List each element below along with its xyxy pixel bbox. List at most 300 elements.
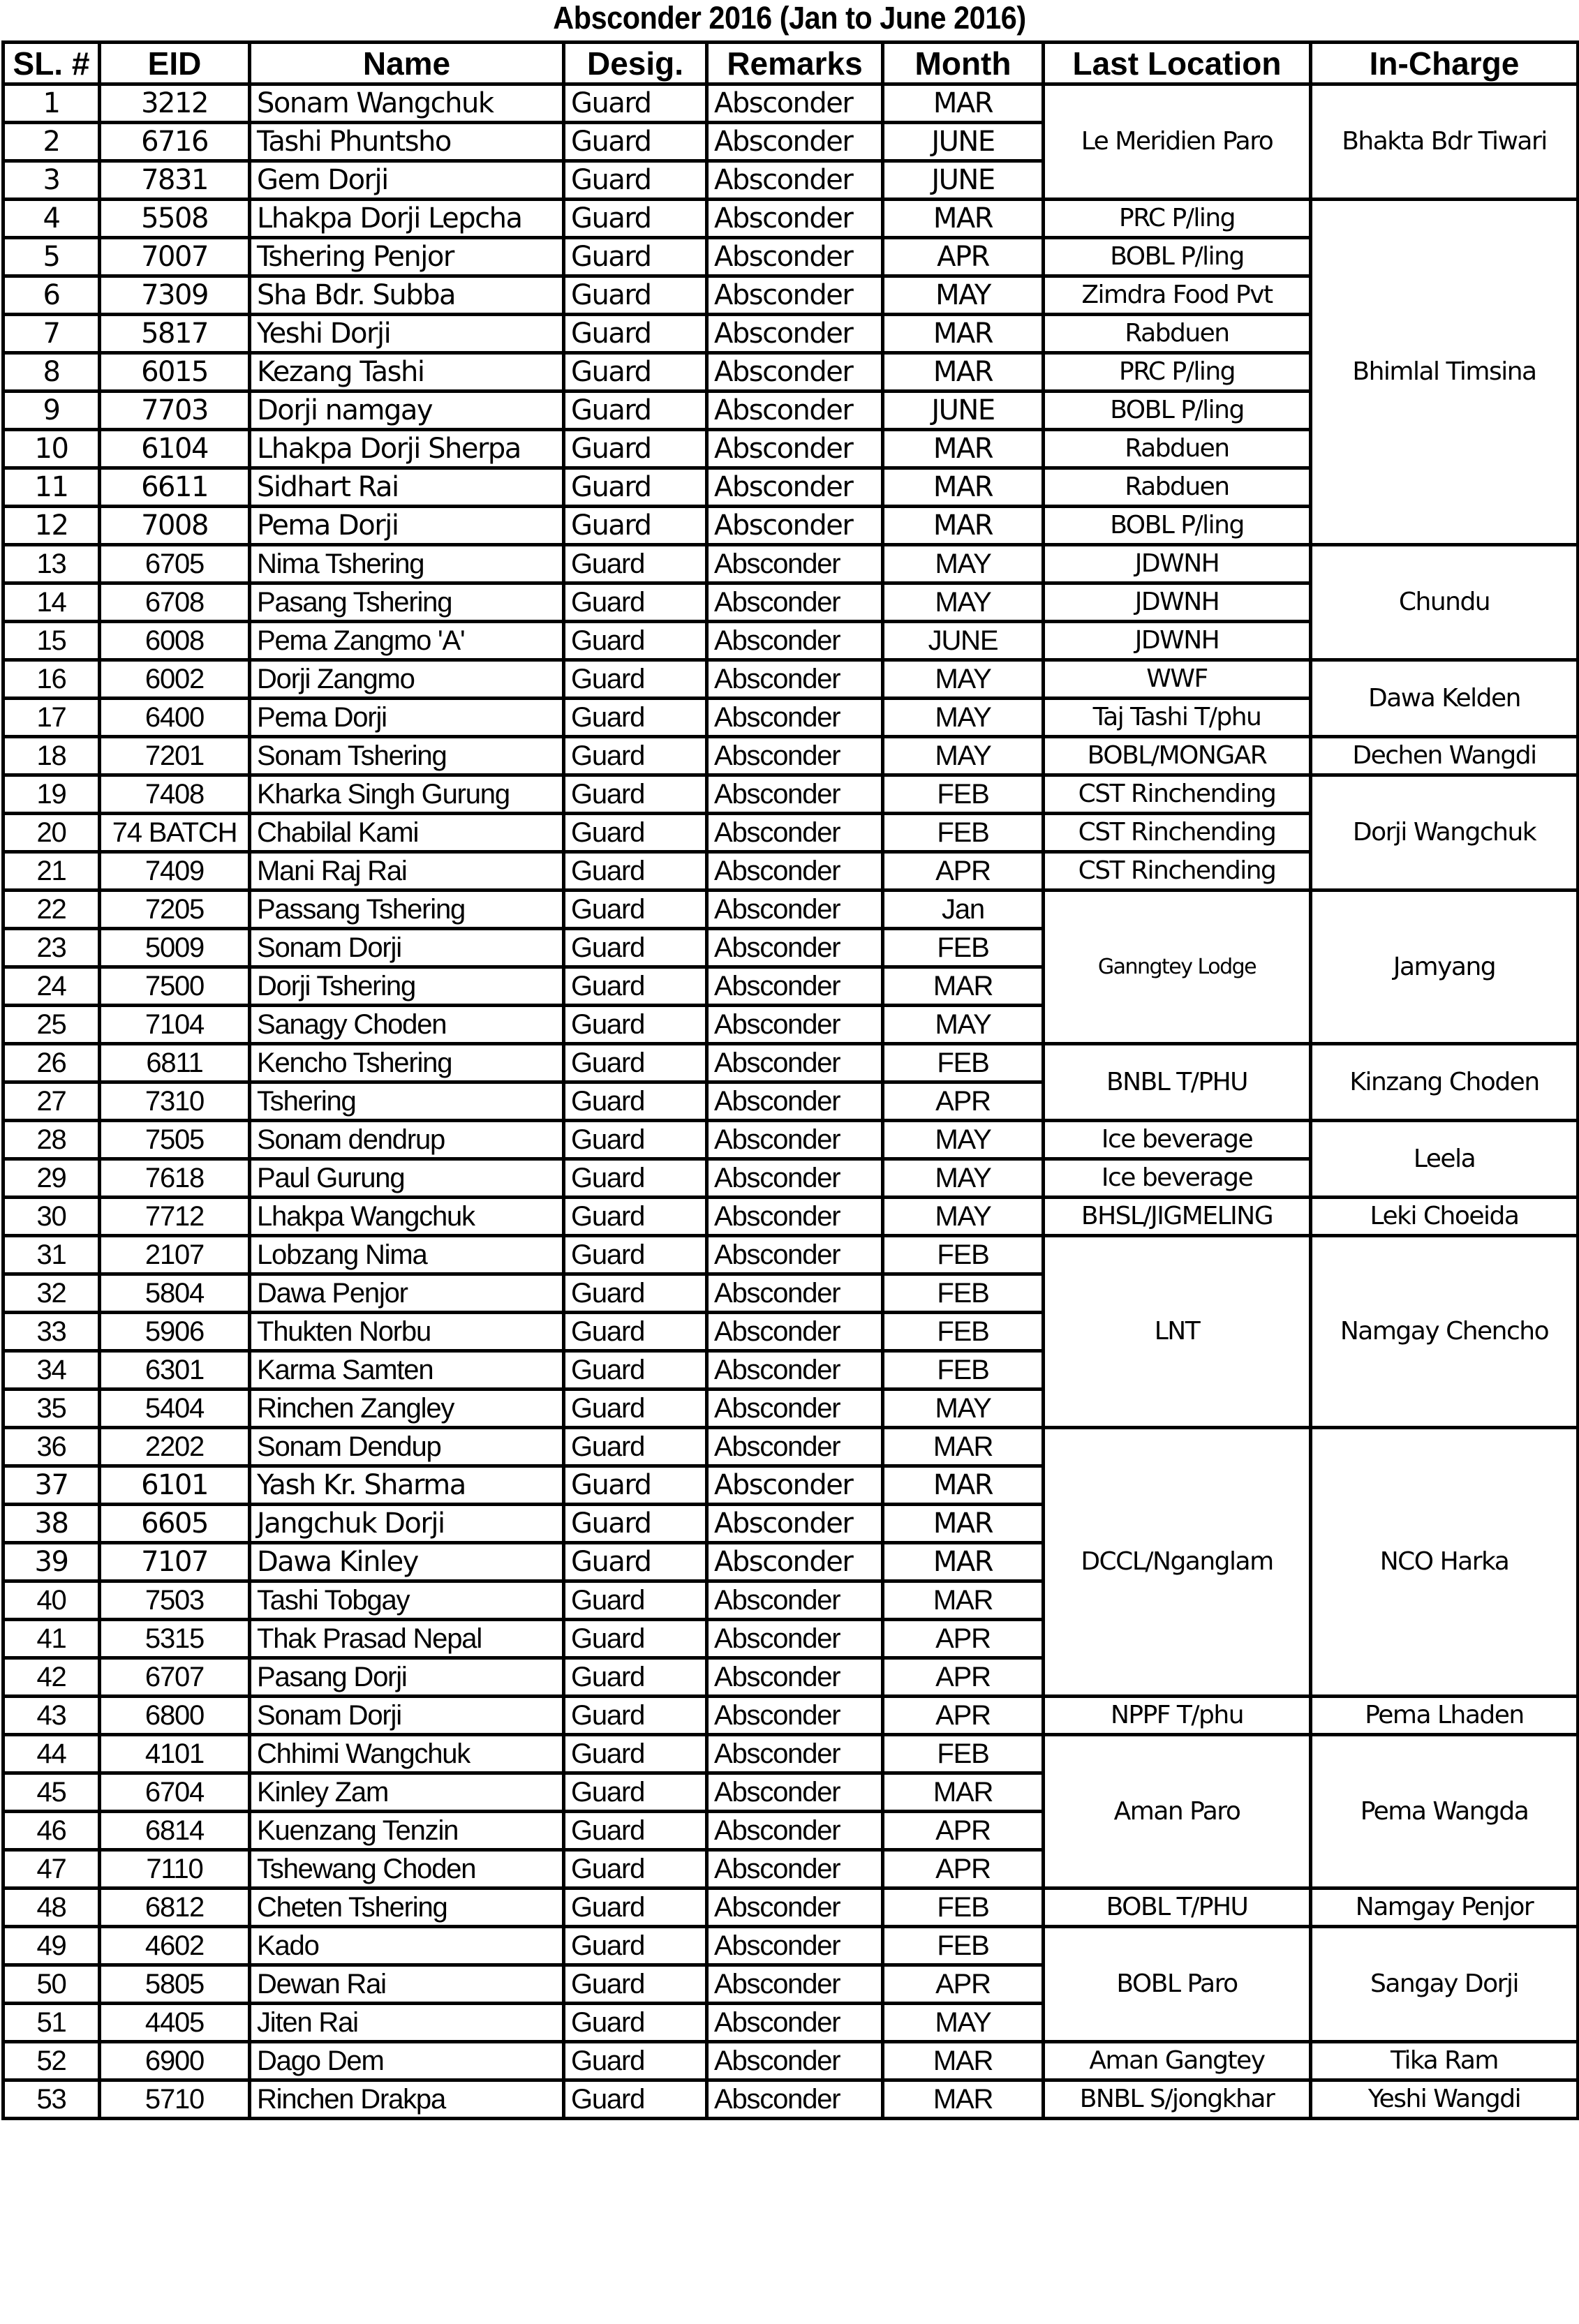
cell-remarks[interactable]: Absconder (707, 1236, 883, 1274)
cell-month[interactable]: MAY (883, 583, 1044, 622)
cell-month[interactable]: MAR (883, 1505, 1044, 1543)
cell-month[interactable]: APR (883, 1697, 1044, 1735)
cell-sl[interactable]: 23 (3, 929, 100, 967)
cell-last-location[interactable]: DCCL/Nganglam (1044, 1428, 1311, 1697)
cell-month[interactable]: MAY (883, 276, 1044, 315)
cell-remarks[interactable]: Absconder (707, 276, 883, 315)
cell-name[interactable]: Rinchen Drakpa (250, 2080, 564, 2119)
cell-month[interactable]: MAY (883, 699, 1044, 737)
cell-name[interactable]: Dewan Rai (250, 1965, 564, 2004)
cell-month[interactable]: MAY (883, 1390, 1044, 1428)
cell-last-location[interactable]: Le Meridien Paro (1044, 84, 1311, 200)
cell-month[interactable]: FEB (883, 775, 1044, 814)
cell-eid[interactable]: 6611 (100, 468, 250, 507)
cell-name[interactable]: Tshering (250, 1082, 564, 1121)
cell-remarks[interactable]: Absconder (707, 392, 883, 430)
cell-name[interactable]: Lobzang Nima (250, 1236, 564, 1274)
cell-in-charge[interactable]: Namgay Penjor (1311, 1889, 1578, 1927)
cell-eid[interactable]: 6900 (100, 2042, 250, 2080)
cell-in-charge[interactable]: Dechen Wangdi (1311, 737, 1578, 775)
header-eid[interactable]: EID (100, 43, 250, 84)
cell-remarks[interactable]: Absconder (707, 1697, 883, 1735)
cell-desig[interactable]: Guard (564, 1735, 707, 1773)
cell-eid[interactable]: 7008 (100, 507, 250, 545)
cell-month[interactable]: JUNE (883, 392, 1044, 430)
cell-eid[interactable]: 7500 (100, 967, 250, 1006)
cell-month[interactable]: JUNE (883, 161, 1044, 200)
cell-last-location[interactable]: BOBL/MONGAR (1044, 737, 1311, 775)
cell-desig[interactable]: Guard (564, 814, 707, 852)
cell-name[interactable]: Tshering Penjor (250, 238, 564, 276)
cell-desig[interactable]: Guard (564, 699, 707, 737)
cell-eid[interactable]: 6002 (100, 660, 250, 699)
cell-remarks[interactable]: Absconder (707, 1812, 883, 1850)
cell-eid[interactable]: 6008 (100, 622, 250, 660)
cell-month[interactable]: FEB (883, 1889, 1044, 1927)
cell-name[interactable]: Kinley Zam (250, 1773, 564, 1812)
cell-desig[interactable]: Guard (564, 1773, 707, 1812)
cell-in-charge[interactable]: Dorji Wangchuk (1311, 775, 1578, 891)
cell-name[interactable]: Paul Gurung (250, 1159, 564, 1198)
cell-sl[interactable]: 48 (3, 1889, 100, 1927)
cell-sl[interactable]: 50 (3, 1965, 100, 2004)
cell-desig[interactable]: Guard (564, 1965, 707, 2004)
cell-remarks[interactable]: Absconder (707, 775, 883, 814)
cell-remarks[interactable]: Absconder (707, 1581, 883, 1620)
cell-last-location[interactable]: BOBL P/ling (1044, 507, 1311, 545)
cell-eid[interactable]: 6716 (100, 123, 250, 161)
cell-name[interactable]: Sonam Dorji (250, 929, 564, 967)
cell-month[interactable]: APR (883, 1658, 1044, 1697)
cell-month[interactable]: APR (883, 1812, 1044, 1850)
cell-sl[interactable]: 28 (3, 1121, 100, 1159)
cell-month[interactable]: MAR (883, 1773, 1044, 1812)
cell-month[interactable]: FEB (883, 1274, 1044, 1313)
cell-in-charge[interactable]: Kinzang Choden (1311, 1044, 1578, 1121)
cell-last-location[interactable]: Rabduen (1044, 315, 1311, 353)
cell-eid[interactable]: 5805 (100, 1965, 250, 2004)
cell-sl[interactable]: 20 (3, 814, 100, 852)
cell-remarks[interactable]: Absconder (707, 1543, 883, 1581)
cell-in-charge[interactable]: Namgay Chencho (1311, 1236, 1578, 1428)
cell-month[interactable]: MAR (883, 84, 1044, 123)
cell-desig[interactable]: Guard (564, 200, 707, 238)
cell-name[interactable]: Kencho Tshering (250, 1044, 564, 1082)
cell-eid[interactable]: 7007 (100, 238, 250, 276)
cell-name[interactable]: Kado (250, 1927, 564, 1965)
cell-sl[interactable]: 3 (3, 161, 100, 200)
cell-desig[interactable]: Guard (564, 430, 707, 468)
cell-month[interactable]: MAY (883, 1198, 1044, 1236)
cell-eid[interactable]: 7831 (100, 161, 250, 200)
cell-desig[interactable]: Guard (564, 545, 707, 583)
cell-desig[interactable]: Guard (564, 507, 707, 545)
cell-eid[interactable]: 7618 (100, 1159, 250, 1198)
cell-eid[interactable]: 5817 (100, 315, 250, 353)
cell-name[interactable]: Jangchuk Dorji (250, 1505, 564, 1543)
cell-name[interactable]: Sonam Tshering (250, 737, 564, 775)
cell-name[interactable]: Cheten Tshering (250, 1889, 564, 1927)
cell-remarks[interactable]: Absconder (707, 1850, 883, 1889)
cell-month[interactable]: MAY (883, 1006, 1044, 1044)
cell-sl[interactable]: 15 (3, 622, 100, 660)
cell-remarks[interactable]: Absconder (707, 967, 883, 1006)
cell-eid[interactable]: 7409 (100, 852, 250, 891)
cell-desig[interactable]: Guard (564, 238, 707, 276)
cell-eid[interactable]: 5009 (100, 929, 250, 967)
cell-month[interactable]: APR (883, 1620, 1044, 1658)
cell-month[interactable]: FEB (883, 814, 1044, 852)
cell-sl[interactable]: 1 (3, 84, 100, 123)
cell-eid[interactable]: 6104 (100, 430, 250, 468)
cell-last-location[interactable]: Zimdra Food Pvt (1044, 276, 1311, 315)
cell-sl[interactable]: 12 (3, 507, 100, 545)
cell-name[interactable]: Karma Samten (250, 1351, 564, 1390)
cell-sl[interactable]: 36 (3, 1428, 100, 1466)
cell-desig[interactable]: Guard (564, 1812, 707, 1850)
cell-name[interactable]: Kuenzang Tenzin (250, 1812, 564, 1850)
cell-desig[interactable]: Guard (564, 1658, 707, 1697)
cell-desig[interactable]: Guard (564, 392, 707, 430)
cell-desig[interactable]: Guard (564, 2080, 707, 2119)
cell-in-charge[interactable]: Bhimlal Timsina (1311, 200, 1578, 545)
cell-name[interactable]: Yash Kr. Sharma (250, 1466, 564, 1505)
cell-last-location[interactable]: CST Rinchending (1044, 775, 1311, 814)
cell-desig[interactable]: Guard (564, 1044, 707, 1082)
cell-desig[interactable]: Guard (564, 1121, 707, 1159)
cell-name[interactable]: Sonam Dendup (250, 1428, 564, 1466)
cell-remarks[interactable]: Absconder (707, 699, 883, 737)
cell-desig[interactable]: Guard (564, 123, 707, 161)
cell-eid[interactable]: 6101 (100, 1466, 250, 1505)
cell-name[interactable]: Chabilal Kami (250, 814, 564, 852)
cell-month[interactable]: MAR (883, 1428, 1044, 1466)
cell-last-location[interactable]: BNBL T/PHU (1044, 1044, 1311, 1121)
cell-name[interactable]: Sonam Wangchuk (250, 84, 564, 123)
cell-sl[interactable]: 53 (3, 2080, 100, 2119)
header-remarks[interactable]: Remarks (707, 43, 883, 84)
cell-desig[interactable]: Guard (564, 1159, 707, 1198)
cell-in-charge[interactable]: Pema Lhaden (1311, 1697, 1578, 1735)
cell-sl[interactable]: 22 (3, 891, 100, 929)
cell-last-location[interactable]: CST Rinchending (1044, 852, 1311, 891)
cell-last-location[interactable]: WWF (1044, 660, 1311, 699)
cell-remarks[interactable]: Absconder (707, 737, 883, 775)
cell-last-location[interactable]: Rabduen (1044, 430, 1311, 468)
cell-remarks[interactable]: Absconder (707, 123, 883, 161)
cell-remarks[interactable]: Absconder (707, 1198, 883, 1236)
cell-in-charge[interactable]: Chundu (1311, 545, 1578, 660)
cell-remarks[interactable]: Absconder (707, 1006, 883, 1044)
cell-name[interactable]: Dago Dem (250, 2042, 564, 2080)
cell-eid[interactable]: 6301 (100, 1351, 250, 1390)
cell-last-location[interactable]: CST Rinchending (1044, 814, 1311, 852)
cell-sl[interactable]: 10 (3, 430, 100, 468)
cell-sl[interactable]: 38 (3, 1505, 100, 1543)
cell-remarks[interactable]: Absconder (707, 1658, 883, 1697)
cell-desig[interactable]: Guard (564, 315, 707, 353)
cell-eid[interactable]: 4405 (100, 2004, 250, 2042)
cell-eid[interactable]: 3212 (100, 84, 250, 123)
cell-last-location[interactable]: JDWNH (1044, 545, 1311, 583)
cell-desig[interactable]: Guard (564, 622, 707, 660)
cell-last-location[interactable]: JDWNH (1044, 622, 1311, 660)
cell-name[interactable]: Jiten Rai (250, 2004, 564, 2042)
cell-month[interactable]: MAR (883, 200, 1044, 238)
cell-eid[interactable]: 6605 (100, 1505, 250, 1543)
cell-desig[interactable]: Guard (564, 967, 707, 1006)
cell-sl[interactable]: 33 (3, 1313, 100, 1351)
cell-remarks[interactable]: Absconder (707, 1082, 883, 1121)
cell-last-location[interactable]: LNT (1044, 1236, 1311, 1428)
cell-eid[interactable]: 5710 (100, 2080, 250, 2119)
cell-month[interactable]: MAR (883, 468, 1044, 507)
cell-month[interactable]: MAY (883, 660, 1044, 699)
cell-remarks[interactable]: Absconder (707, 238, 883, 276)
cell-eid[interactable]: 7104 (100, 1006, 250, 1044)
cell-remarks[interactable]: Absconder (707, 1889, 883, 1927)
cell-name[interactable]: Sonam dendrup (250, 1121, 564, 1159)
cell-month[interactable]: MAR (883, 507, 1044, 545)
cell-desig[interactable]: Guard (564, 775, 707, 814)
cell-name[interactable]: Tashi Phuntsho (250, 123, 564, 161)
cell-last-location[interactable]: JDWNH (1044, 583, 1311, 622)
cell-eid[interactable]: 74 BATCH (100, 814, 250, 852)
cell-in-charge[interactable]: Dawa Kelden (1311, 660, 1578, 737)
cell-sl[interactable]: 29 (3, 1159, 100, 1198)
cell-month[interactable]: MAY (883, 1159, 1044, 1198)
cell-month[interactable]: FEB (883, 1735, 1044, 1773)
cell-sl[interactable]: 25 (3, 1006, 100, 1044)
cell-month[interactable]: MAR (883, 1581, 1044, 1620)
cell-name[interactable]: Chhimi Wangchuk (250, 1735, 564, 1773)
cell-last-location[interactable]: Aman Gangtey (1044, 2042, 1311, 2080)
cell-eid[interactable]: 6705 (100, 545, 250, 583)
cell-sl[interactable]: 37 (3, 1466, 100, 1505)
cell-remarks[interactable]: Absconder (707, 1121, 883, 1159)
cell-eid[interactable]: 6708 (100, 583, 250, 622)
cell-name[interactable]: Thukten Norbu (250, 1313, 564, 1351)
cell-sl[interactable]: 5 (3, 238, 100, 276)
cell-eid[interactable]: 2202 (100, 1428, 250, 1466)
cell-month[interactable]: FEB (883, 929, 1044, 967)
cell-sl[interactable]: 26 (3, 1044, 100, 1082)
cell-eid[interactable]: 7505 (100, 1121, 250, 1159)
cell-sl[interactable]: 6 (3, 276, 100, 315)
cell-sl[interactable]: 40 (3, 1581, 100, 1620)
cell-month[interactable]: APR (883, 1965, 1044, 2004)
cell-remarks[interactable]: Absconder (707, 852, 883, 891)
cell-in-charge[interactable]: Leela (1311, 1121, 1578, 1198)
cell-in-charge[interactable]: NCO Harka (1311, 1428, 1578, 1697)
cell-remarks[interactable]: Absconder (707, 1313, 883, 1351)
cell-desig[interactable]: Guard (564, 1236, 707, 1274)
cell-desig[interactable]: Guard (564, 1850, 707, 1889)
cell-month[interactable]: JUNE (883, 622, 1044, 660)
cell-remarks[interactable]: Absconder (707, 545, 883, 583)
cell-sl[interactable]: 7 (3, 315, 100, 353)
cell-month[interactable]: APR (883, 238, 1044, 276)
cell-last-location[interactable]: BOBL Paro (1044, 1927, 1311, 2042)
cell-eid[interactable]: 5508 (100, 200, 250, 238)
cell-desig[interactable]: Guard (564, 84, 707, 123)
cell-name[interactable]: Dorji namgay (250, 392, 564, 430)
cell-remarks[interactable]: Absconder (707, 161, 883, 200)
cell-name[interactable]: Dorji Zangmo (250, 660, 564, 699)
cell-month[interactable]: MAR (883, 1466, 1044, 1505)
cell-remarks[interactable]: Absconder (707, 1044, 883, 1082)
header-last-location[interactable]: Last Location (1044, 43, 1311, 84)
cell-remarks[interactable]: Absconder (707, 1927, 883, 1965)
cell-name[interactable]: Lhakpa Wangchuk (250, 1198, 564, 1236)
cell-desig[interactable]: Guard (564, 1274, 707, 1313)
cell-last-location[interactable]: Taj Tashi T/phu (1044, 699, 1311, 737)
cell-sl[interactable]: 46 (3, 1812, 100, 1850)
cell-sl[interactable]: 8 (3, 353, 100, 392)
cell-in-charge[interactable]: Leki Choeida (1311, 1198, 1578, 1236)
cell-last-location[interactable]: NPPF T/phu (1044, 1697, 1311, 1735)
cell-sl[interactable]: 42 (3, 1658, 100, 1697)
cell-month[interactable]: APR (883, 1082, 1044, 1121)
cell-name[interactable]: Gem Dorji (250, 161, 564, 200)
cell-eid[interactable]: 7310 (100, 1082, 250, 1121)
cell-name[interactable]: Sha Bdr. Subba (250, 276, 564, 315)
cell-in-charge[interactable]: Tika Ram (1311, 2042, 1578, 2080)
cell-eid[interactable]: 5404 (100, 1390, 250, 1428)
cell-eid[interactable]: 6400 (100, 699, 250, 737)
cell-remarks[interactable]: Absconder (707, 1274, 883, 1313)
cell-eid[interactable]: 7107 (100, 1543, 250, 1581)
cell-remarks[interactable]: Absconder (707, 84, 883, 123)
cell-sl[interactable]: 35 (3, 1390, 100, 1428)
cell-eid[interactable]: 7503 (100, 1581, 250, 1620)
cell-remarks[interactable]: Absconder (707, 430, 883, 468)
cell-desig[interactable]: Guard (564, 353, 707, 392)
cell-name[interactable]: Dorji Tshering (250, 967, 564, 1006)
cell-desig[interactable]: Guard (564, 161, 707, 200)
cell-remarks[interactable]: Absconder (707, 2080, 883, 2119)
cell-last-location[interactable]: BNBL S/jongkhar (1044, 2080, 1311, 2119)
cell-eid[interactable]: 7309 (100, 276, 250, 315)
cell-sl[interactable]: 43 (3, 1697, 100, 1735)
cell-sl[interactable]: 39 (3, 1543, 100, 1581)
cell-remarks[interactable]: Absconder (707, 1773, 883, 1812)
cell-desig[interactable]: Guard (564, 1927, 707, 1965)
cell-last-location[interactable]: PRC P/ling (1044, 200, 1311, 238)
cell-eid[interactable]: 7201 (100, 737, 250, 775)
cell-sl[interactable]: 9 (3, 392, 100, 430)
cell-month[interactable]: FEB (883, 1044, 1044, 1082)
cell-name[interactable]: Thak Prasad Nepal (250, 1620, 564, 1658)
cell-month[interactable]: MAY (883, 2004, 1044, 2042)
cell-name[interactable]: Mani Raj Rai (250, 852, 564, 891)
cell-eid[interactable]: 5906 (100, 1313, 250, 1351)
cell-last-location[interactable]: Ganngtey Lodge (1044, 891, 1311, 1044)
cell-desig[interactable]: Guard (564, 852, 707, 891)
cell-name[interactable]: Tashi Tobgay (250, 1581, 564, 1620)
cell-desig[interactable]: Guard (564, 1466, 707, 1505)
cell-name[interactable]: Pema Dorji (250, 507, 564, 545)
cell-remarks[interactable]: Absconder (707, 1620, 883, 1658)
cell-desig[interactable]: Guard (564, 1082, 707, 1121)
cell-sl[interactable]: 30 (3, 1198, 100, 1236)
cell-desig[interactable]: Guard (564, 660, 707, 699)
cell-name[interactable]: Sanagy Choden (250, 1006, 564, 1044)
cell-eid[interactable]: 4602 (100, 1927, 250, 1965)
cell-eid[interactable]: 7205 (100, 891, 250, 929)
cell-desig[interactable]: Guard (564, 1428, 707, 1466)
header-name[interactable]: Name (250, 43, 564, 84)
cell-desig[interactable]: Guard (564, 1697, 707, 1735)
cell-remarks[interactable]: Absconder (707, 2004, 883, 2042)
cell-last-location[interactable]: Aman Paro (1044, 1735, 1311, 1889)
cell-remarks[interactable]: Absconder (707, 929, 883, 967)
cell-month[interactable]: MAR (883, 1543, 1044, 1581)
cell-name[interactable]: Sidhart Rai (250, 468, 564, 507)
cell-eid[interactable]: 2107 (100, 1236, 250, 1274)
cell-in-charge[interactable]: Bhakta Bdr Tiwari (1311, 84, 1578, 200)
cell-remarks[interactable]: Absconder (707, 468, 883, 507)
cell-month[interactable]: FEB (883, 1313, 1044, 1351)
cell-sl[interactable]: 45 (3, 1773, 100, 1812)
cell-last-location[interactable]: Ice beverage (1044, 1159, 1311, 1198)
cell-eid[interactable]: 6811 (100, 1044, 250, 1082)
cell-desig[interactable]: Guard (564, 1006, 707, 1044)
cell-month[interactable]: MAY (883, 737, 1044, 775)
cell-month[interactable]: MAR (883, 353, 1044, 392)
cell-sl[interactable]: 31 (3, 1236, 100, 1274)
cell-eid[interactable]: 7703 (100, 392, 250, 430)
cell-month[interactable]: MAR (883, 2080, 1044, 2119)
cell-month[interactable]: APR (883, 852, 1044, 891)
cell-eid[interactable]: 6812 (100, 1889, 250, 1927)
cell-desig[interactable]: Guard (564, 1390, 707, 1428)
cell-sl[interactable]: 11 (3, 468, 100, 507)
cell-in-charge[interactable]: Pema Wangda (1311, 1735, 1578, 1889)
cell-sl[interactable]: 21 (3, 852, 100, 891)
cell-remarks[interactable]: Absconder (707, 353, 883, 392)
cell-month[interactable]: MAR (883, 315, 1044, 353)
cell-remarks[interactable]: Absconder (707, 1428, 883, 1466)
cell-last-location[interactable]: PRC P/ling (1044, 353, 1311, 392)
cell-eid[interactable]: 6814 (100, 1812, 250, 1850)
cell-name[interactable]: Yeshi Dorji (250, 315, 564, 353)
cell-month[interactable]: MAR (883, 430, 1044, 468)
cell-remarks[interactable]: Absconder (707, 891, 883, 929)
cell-desig[interactable]: Guard (564, 1198, 707, 1236)
cell-sl[interactable]: 24 (3, 967, 100, 1006)
cell-name[interactable]: Pasang Tshering (250, 583, 564, 622)
cell-month[interactable]: FEB (883, 1927, 1044, 1965)
cell-remarks[interactable]: Absconder (707, 1466, 883, 1505)
cell-sl[interactable]: 16 (3, 660, 100, 699)
cell-sl[interactable]: 14 (3, 583, 100, 622)
cell-desig[interactable]: Guard (564, 2004, 707, 2042)
cell-last-location[interactable]: BHSL/JIGMELING (1044, 1198, 1311, 1236)
cell-name[interactable]: Kharka Singh Gurung (250, 775, 564, 814)
cell-sl[interactable]: 52 (3, 2042, 100, 2080)
cell-name[interactable]: Tshewang Choden (250, 1850, 564, 1889)
cell-sl[interactable]: 4 (3, 200, 100, 238)
cell-desig[interactable]: Guard (564, 1543, 707, 1581)
cell-name[interactable]: Pema Dorji (250, 699, 564, 737)
cell-sl[interactable]: 27 (3, 1082, 100, 1121)
cell-desig[interactable]: Guard (564, 2042, 707, 2080)
header-sl[interactable]: SL. # (3, 43, 100, 84)
cell-in-charge[interactable]: Yeshi Wangdi (1311, 2080, 1578, 2119)
cell-sl[interactable]: 13 (3, 545, 100, 583)
cell-eid[interactable]: 7110 (100, 1850, 250, 1889)
